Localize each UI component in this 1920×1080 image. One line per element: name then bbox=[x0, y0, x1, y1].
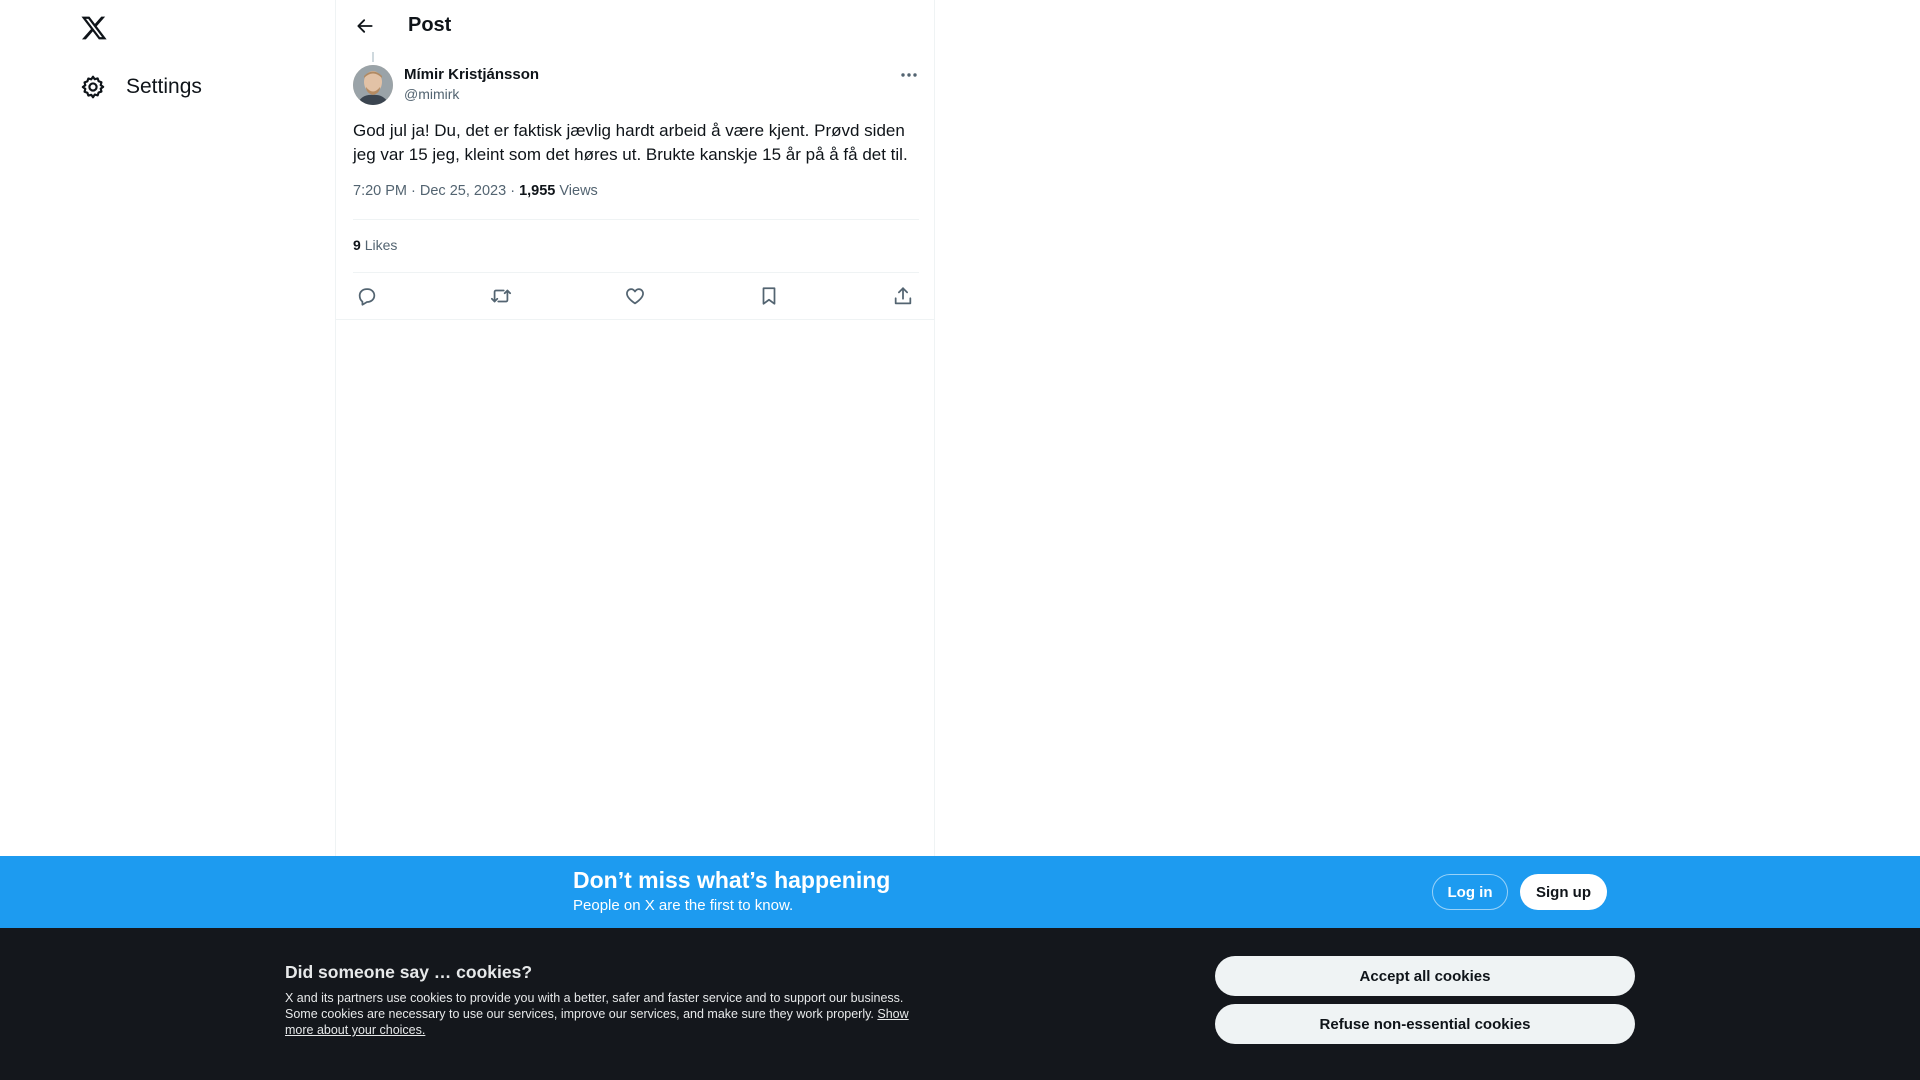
accept-all-cookies-button[interactable]: Accept all cookies bbox=[1215, 956, 1635, 996]
login-button[interactable]: Log in bbox=[1432, 874, 1508, 910]
like-button[interactable] bbox=[621, 282, 649, 310]
x-logo-icon[interactable] bbox=[80, 14, 108, 42]
author-handle[interactable]: @mimirk bbox=[404, 86, 460, 102]
meta-separator: · bbox=[510, 183, 516, 199]
cookie-choices-link[interactable]: Show more about your choices. bbox=[285, 1007, 909, 1037]
refuse-cookies-button[interactable]: Refuse non-essential cookies bbox=[1215, 1004, 1635, 1044]
banner-title: Don’t miss what’s happening bbox=[573, 867, 891, 893]
post-timestamp[interactable]: 7:20 PM · Dec 25, 2023 bbox=[353, 183, 507, 199]
views-count: 1,955 bbox=[519, 183, 556, 199]
repost-icon bbox=[490, 285, 512, 307]
share-button[interactable] bbox=[889, 282, 917, 310]
repost-button[interactable] bbox=[487, 282, 515, 310]
more-icon bbox=[900, 72, 918, 78]
post-actions bbox=[353, 282, 919, 310]
bookmark-icon bbox=[758, 285, 780, 307]
author-avatar[interactable] bbox=[353, 65, 393, 105]
post-header bbox=[336, 0, 934, 53]
post-text: God jul ja! Du, det er faktisk jævlig hardt arbeid å være kjent. Prøvd siden jeg var 15 jeg, kleint som det høres ut. Brukte kanskje 15 år på å få det til. bbox=[353, 121, 908, 164]
signup-button[interactable]: Sign up bbox=[1520, 874, 1607, 910]
reply-button[interactable] bbox=[353, 282, 381, 310]
share-icon bbox=[892, 285, 914, 307]
like-icon bbox=[624, 285, 646, 307]
cookie-text: X and its partners use cookies to provide you with a better, safer and faster service and to support our business. Some cookies are necessary to use our services, improve our services, and make sure they work properly. bbox=[285, 991, 904, 1021]
signup-banner bbox=[0, 856, 1920, 928]
divider bbox=[336, 319, 934, 320]
likes-label: Likes bbox=[364, 237, 398, 253]
divider bbox=[353, 219, 919, 220]
reply-icon bbox=[356, 285, 378, 307]
banner-subtitle: People on X are the first to know. bbox=[573, 897, 794, 914]
views-label: Views bbox=[559, 183, 598, 199]
thread-line bbox=[372, 52, 374, 62]
bookmark-button[interactable] bbox=[755, 282, 783, 310]
gear-icon bbox=[80, 74, 106, 100]
cookie-body bbox=[285, 990, 915, 1038]
avatar-image bbox=[353, 65, 393, 105]
nav-settings-link[interactable] bbox=[66, 66, 216, 108]
likes-count: 9 bbox=[353, 237, 361, 253]
nav-settings-label: Settings bbox=[126, 75, 202, 98]
more-options-button[interactable] bbox=[896, 64, 922, 86]
divider bbox=[353, 272, 919, 273]
author-name[interactable]: Mímir Kristjánsson bbox=[404, 66, 540, 83]
cookie-title: Did someone say … cookies? bbox=[285, 962, 533, 982]
likes-stat[interactable] bbox=[353, 237, 397, 253]
post-meta bbox=[353, 183, 598, 199]
back-arrow-icon bbox=[355, 16, 375, 36]
back-button[interactable] bbox=[348, 9, 382, 43]
cookie-consent-bar bbox=[0, 928, 1920, 1080]
page-title: Post bbox=[408, 14, 452, 36]
